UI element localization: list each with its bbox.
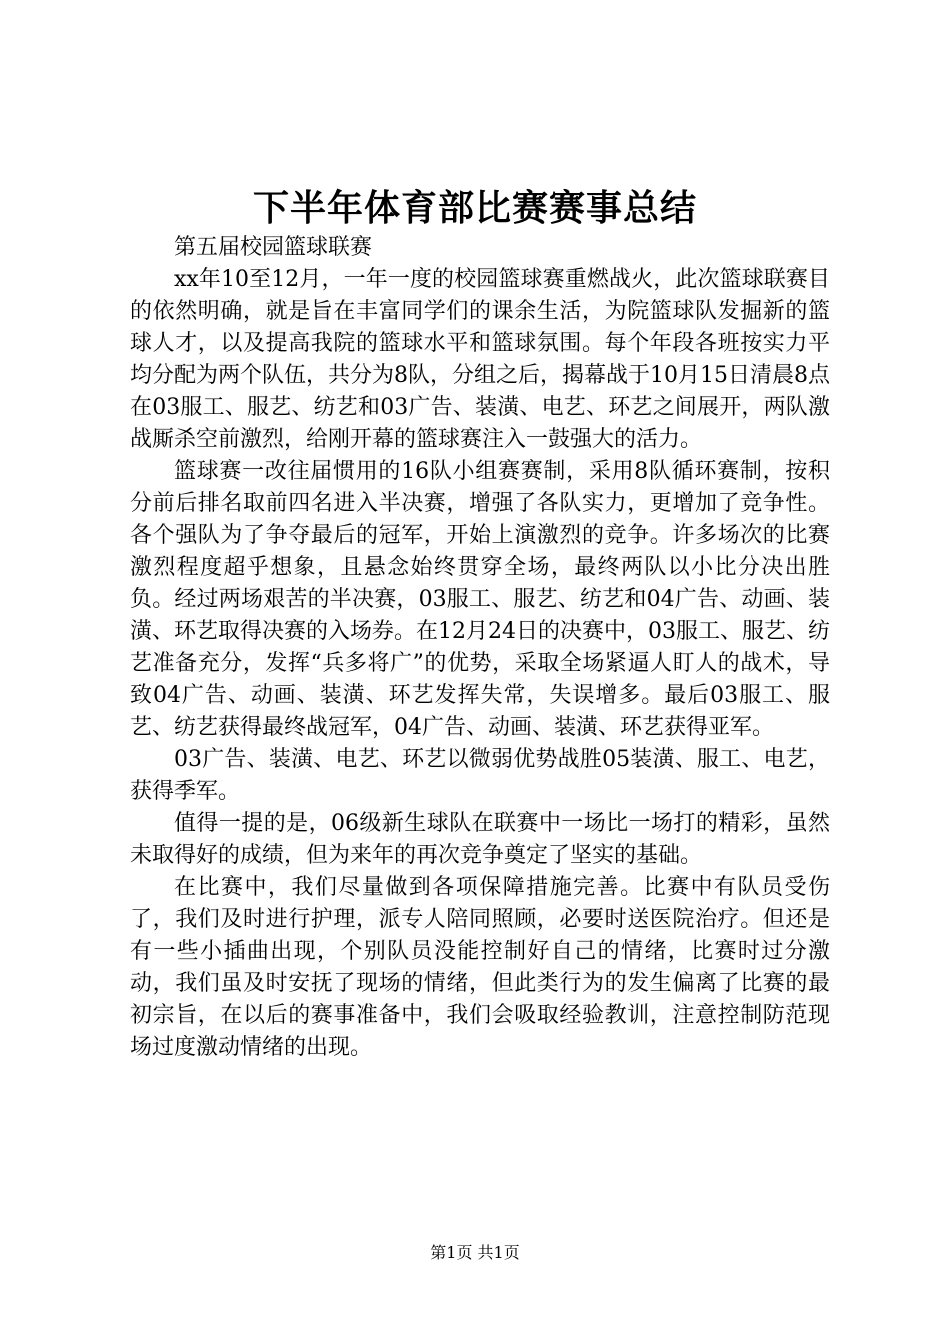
paragraph-freshman-team: 值得一提的是，06级新生球队在联赛中一场比一场打的精彩，虽然未取得好的成绩，但为来年的再次竞争奠定了坚实的基础。 [130,811,830,868]
section-subtitle: 第五届校园篮球联赛 [174,235,373,260]
paragraph-opening: xx年10至12月，一年一度的校园篮球赛重燃战火，此次篮球联赛目的依然明确，就是旨在丰富同学们的课余生活，为院篮球队发掘新的篮球人才，以及提高我院的篮球水平和篮球氛围。每个年段各班按实力平均分配为两个队伍，共分为8队，分组之后，揭幕战于10月15日清晨8点在03服工、服艺、纺艺和03广告、装潢、电艺、环艺之间展开，两队激战厮杀空前激烈，给刚开幕的篮球赛注入一鼓强大的活力。 [130,267,830,452]
document-body [130,232,830,1064]
page-footer: 第1页 共1页 [430,1243,520,1262]
paragraph-tournament-format: 篮球赛一改往届惯用的16队小组赛赛制，采用8队循环赛制，按积分前后排名取前四名进入半决赛，增强了各队实力，更增加了竞争性。各个强队为了争夺最后的冠军，开始上演激烈的竞争。许多场次的比赛激烈程度超乎想象，且悬念始终贯穿全场，最终两队以小比分决出胜负。经过两场艰苦的半决赛，03服工、服艺、纺艺和04广告、动画、装潢、环艺取得决赛的入场券。在12月24日的决赛中，03服工、服艺、纺艺准备充分，发挥“兵多将广”的优势，采取全场紧逼人盯人的战术，导致04广告、动画、装潢、环艺发挥失常，失误增多。最后03服工、服艺、纺艺获得最终战冠军，04广告、动画、装潢、环艺获得亚军。 [130,459,830,740]
paragraph-third-place: 03广告、装潢、电艺、环艺以微弱优势战胜05装潢、服工、电艺，获得季军。 [130,747,830,804]
paragraph-safety-measures: 在比赛中，我们尽量做到各项保障措施完善。比赛中有队员受伤了，我们及时进行护理，派专人陪同照顾，必要时送医院治疗。但还是有一些小插曲出现，个别队员没能控制好自己的情绪，比赛时过分激动，我们虽及时安抚了现场的情绪，但此类行为的发生偏离了比赛的最初宗旨，在以后的赛事准备中，我们会吸取经验教训，注意控制防范现场过度激动情绪的出现。 [130,875,830,1060]
document-title: 下半年体育部比赛赛事总结 [252,187,697,229]
